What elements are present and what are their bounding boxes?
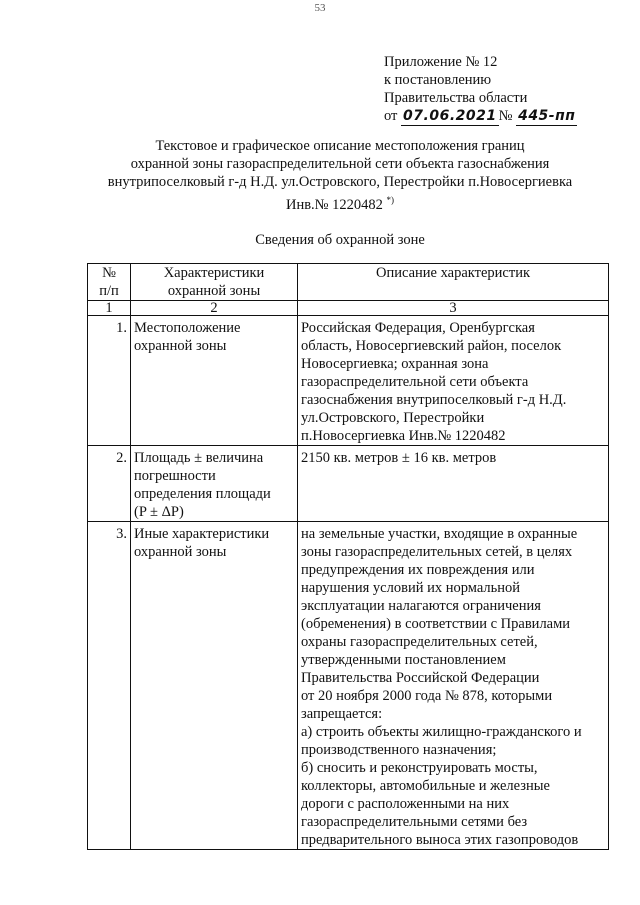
row-description: 2150 кв. метров ± 16 кв. метров <box>298 446 609 522</box>
table-row <box>88 446 609 522</box>
appendix-date-line <box>384 107 577 126</box>
row-description: на земельные участки, входящие в охранные зоны газораспределительных сетей, в целях предупреждения их повреждения или нарушения условий их нормальной эксплуатации налагаются ограничения (обременения) в соответствии с Правилами охраны газораспределительных сетей, утвержденными постановлением Правительства Российской Федерации от 20 ноября 2000 года № 878, которыми запрещается: а) строить объекты жилищно-гражданского и производственного назначения; б) сносить и реконструировать мосты, коллекторы, автомобильные и железные дороги с расположенными на них газораспределительными сетями без предварительного выноса этих газопроводов <box>298 522 609 850</box>
header-description: Описание характеристик <box>298 264 609 301</box>
document-title <box>80 137 600 214</box>
table-row <box>88 522 609 850</box>
table-row <box>88 316 609 446</box>
handwritten-number: 445-пп <box>518 108 576 124</box>
header-number: № п/п <box>88 264 131 301</box>
section-subtitle: Сведения об охранной зоне <box>255 232 425 248</box>
row-number: 2. <box>88 446 131 522</box>
column-number-row <box>88 301 609 316</box>
row-characteristic: Иные характеристики охранной зоны <box>131 522 298 850</box>
title-line-4 <box>80 191 600 214</box>
number-label: № <box>498 108 513 124</box>
title-line-3: внутрипоселковый г-д Н.Д. ул.Островского, Перестройки п.Новосергиевка <box>107 174 573 190</box>
column-number: 1 <box>88 301 131 316</box>
appendix-line-1: Приложение № 12 <box>384 54 498 70</box>
table-header-row <box>88 264 609 301</box>
inventory-number: Инв.№ 1220482 <box>285 196 383 213</box>
header-characteristics: Характеристики охранной зоны <box>131 264 298 301</box>
title-line-1: Текстовое и графическое описание местоположения границ <box>155 138 525 154</box>
appendix-block <box>384 53 577 126</box>
row-characteristic: Площадь ± величина погрешности определения площади (P ± ΔP) <box>131 446 298 522</box>
row-description: Российская Федерация, Оренбургская область, Новосергиевский район, поселок Новосергиевка; охранная зона газораспределительной сети объекта газоснабжения внутрипоселковый г-д Н.Д. ул.Островского, Перестройки п.Новосергиевка Инв.№ 1220482 <box>298 316 609 446</box>
handwritten-date: 07.06.2021 <box>403 108 497 124</box>
from-label: от <box>384 108 398 124</box>
column-number: 2 <box>131 301 298 316</box>
row-characteristic: Местоположение охранной зоны <box>131 316 298 446</box>
title-line-2: охранной зоны газораспределительной сети объекта газоснабжения <box>130 156 550 172</box>
footnote-mark: *) <box>386 195 395 205</box>
appendix-line-2: к постановлению <box>384 72 492 88</box>
column-number: 3 <box>298 301 609 316</box>
row-number: 3. <box>88 522 131 850</box>
zone-info-table <box>87 263 609 850</box>
appendix-line-3: Правительства области <box>384 90 528 106</box>
row-number: 1. <box>88 316 131 446</box>
page-number: 53 <box>314 2 326 14</box>
